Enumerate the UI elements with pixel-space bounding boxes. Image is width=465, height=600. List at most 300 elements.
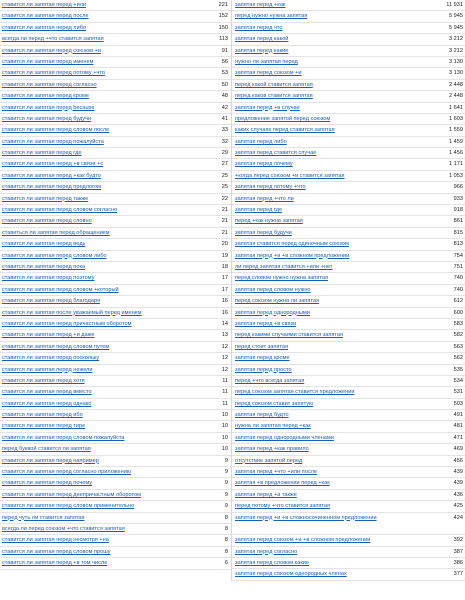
keyword-link[interactable]: запятая перед почему	[235, 161, 293, 168]
keyword-link[interactable]: запятая перед потому +что	[235, 184, 306, 191]
keyword-row	[232, 342, 465, 353]
keyword-link[interactable]: перед стоит запятая	[235, 343, 289, 350]
keyword-link[interactable]: перед какими случаями ставится запятая	[235, 332, 344, 339]
keyword-link[interactable]: каких случаях перед ставится запятая	[235, 127, 335, 134]
keyword-link[interactable]: ставится ли запятая перед +как будто	[2, 172, 101, 179]
keyword-row	[232, 569, 465, 580]
keyword-link[interactable]: запятая ставится перед одиночным союзом	[235, 241, 349, 248]
search-count: 16	[221, 298, 228, 305]
keyword-link[interactable]: запятая перед ставится случае	[235, 150, 317, 157]
search-count: 10	[221, 412, 228, 419]
keyword-row	[232, 467, 465, 478]
keyword-link[interactable]: запятая перед однородными	[235, 309, 310, 316]
keyword-row	[232, 513, 465, 536]
keyword-row	[0, 296, 231, 307]
search-count: 25	[221, 184, 228, 191]
keyword-row	[0, 194, 231, 205]
keyword-row	[0, 421, 231, 432]
keyword-link[interactable]: ставится ли запятая перед +и даже	[2, 332, 95, 339]
keyword-row	[0, 34, 231, 45]
search-count: 11 931	[446, 2, 463, 8]
keyword-link[interactable]: перед словом нужно нужна запятая	[235, 275, 328, 282]
search-count: 150	[218, 24, 228, 31]
keyword-link[interactable]: запятая перед либо	[235, 138, 287, 145]
keyword-row	[0, 342, 231, 353]
search-count: 18	[221, 263, 228, 270]
keyword-row	[232, 114, 465, 125]
keyword-row	[0, 68, 231, 79]
search-count: 3 212	[449, 36, 463, 43]
search-count: 56	[221, 58, 228, 65]
keyword-row	[232, 68, 465, 79]
search-count: 14	[221, 320, 228, 327]
keyword-link[interactable]: перед союзом ставит запятую	[235, 400, 314, 407]
keyword-row	[232, 285, 465, 296]
keyword-link[interactable]: запятая перед кроме	[235, 355, 290, 362]
keyword-link[interactable]: ставится ли запятая перед ведь	[2, 241, 86, 248]
keyword-row	[0, 114, 231, 125]
keyword-link[interactable]: ставится ли запятая перед благодаря	[2, 298, 100, 305]
keyword-link[interactable]: запятая перед однородными членами	[235, 434, 334, 441]
keyword-row	[0, 137, 231, 148]
keyword-row	[0, 535, 231, 546]
search-count: 918	[453, 207, 463, 214]
keyword-row	[232, 228, 465, 239]
keyword-link[interactable]: запятая перед союзом +и +в сложном предложении	[235, 537, 371, 544]
keyword-link[interactable]: ставится ли запятая перед +или	[2, 2, 87, 8]
keyword-link[interactable]: ставится ли запятая перед почему	[2, 480, 93, 487]
keyword-link[interactable]: ставится ли запятая перед согласно	[2, 81, 97, 88]
keyword-link[interactable]: перед нужно нужна запятая	[235, 13, 308, 20]
keyword-row	[0, 490, 231, 501]
search-count: 3 130	[449, 70, 463, 77]
keyword-link[interactable]: запятая перед будто	[235, 412, 289, 419]
keyword-row	[232, 171, 465, 182]
keyword-link[interactable]: запятая перед +а также	[235, 491, 297, 498]
search-count: 12	[221, 366, 228, 373]
search-count: 377	[453, 571, 463, 578]
search-count: 50	[221, 81, 228, 88]
keyword-row	[0, 228, 231, 239]
keyword-row	[232, 148, 465, 159]
keyword-row	[232, 535, 465, 546]
search-count: 5 945	[449, 24, 463, 31]
keyword-link[interactable]: ставиться ли запятая перед обращением	[2, 229, 110, 236]
keyword-link[interactable]: +когда перед союзом +и ставится запятая	[235, 172, 345, 179]
keyword-row	[0, 444, 231, 455]
keyword-row	[0, 467, 231, 478]
search-count: 471	[453, 434, 463, 441]
search-count: 1 559	[449, 127, 463, 134]
search-count: 9	[224, 503, 228, 510]
search-count: 22	[221, 195, 228, 202]
keyword-link[interactable]: нужно ли запятая перед	[235, 58, 298, 65]
search-count: 11	[222, 389, 228, 396]
keyword-row	[0, 353, 231, 364]
search-count: 17	[221, 286, 228, 293]
search-count: 456	[453, 457, 463, 464]
keyword-link[interactable]: перед союзом запятая ставится предложении	[235, 389, 355, 396]
keyword-link[interactable]: запятая перед словом нужно	[235, 286, 311, 293]
keyword-link[interactable]: перед +что всегда запятая	[235, 377, 305, 384]
keyword-link[interactable]: ставится ли запятая перед причастным оборотом	[2, 320, 132, 327]
keyword-row	[232, 57, 465, 68]
keyword-row	[0, 547, 231, 558]
keyword-row	[0, 433, 231, 444]
search-count: 11	[222, 400, 228, 407]
keyword-link[interactable]: ставится ли запятая перед словом после	[2, 127, 110, 134]
keyword-link[interactable]: ставится ли запятая перед словно	[2, 218, 92, 225]
search-count: 392	[453, 537, 463, 544]
search-count: 21	[221, 218, 228, 225]
keyword-link[interactable]: перед +как нужна запятая	[235, 218, 303, 225]
keyword-link[interactable]: нужна ли запятая перед +как	[235, 423, 311, 430]
keyword-row	[232, 216, 465, 227]
search-count: 535	[453, 366, 463, 373]
keyword-row	[0, 558, 231, 569]
keyword-row	[232, 23, 465, 34]
search-count: 10	[221, 434, 228, 441]
keyword-link[interactable]: ставится ли запятая перед либо	[2, 24, 87, 31]
keyword-row	[0, 308, 231, 319]
keyword-link[interactable]: ставится ли запятая перед также	[2, 195, 89, 202]
search-count: 3 130	[449, 58, 463, 65]
keyword-row	[232, 137, 465, 148]
keyword-link[interactable]: перед союзом нужна ли запятая	[235, 298, 319, 305]
keyword-link[interactable]: ставится ли запятая перед словом прошу	[2, 548, 111, 555]
keyword-link[interactable]: запятая перед союзом +и	[235, 70, 302, 77]
keyword-link[interactable]: ставится ли запятая перед because	[2, 104, 95, 111]
keyword-row	[0, 80, 231, 91]
keyword-link[interactable]: ставится ли запятая перед будучи	[2, 115, 92, 122]
keyword-link[interactable]: ставится ли запятая перед словом согласно	[2, 207, 118, 214]
keyword-link[interactable]: запятая перед согласно	[235, 548, 298, 555]
keyword-row	[232, 296, 465, 307]
search-count: 1 053	[449, 172, 463, 179]
keyword-row	[0, 23, 231, 34]
keyword-row	[232, 365, 465, 376]
search-count: 815	[453, 229, 463, 236]
keyword-link[interactable]: ставится ли запятая перед поскольку	[2, 355, 100, 362]
keyword-link[interactable]: ставится ли запятая перед предлогом	[2, 184, 102, 191]
keyword-link[interactable]: ставится ли запятая перед после	[2, 13, 89, 20]
search-count: 12	[221, 355, 228, 362]
keyword-link[interactable]: запятая перед какой	[235, 36, 289, 43]
keyword-link[interactable]: перед буквой ставится ли запятая	[2, 446, 91, 453]
keyword-link[interactable]: ставится ли запятая перед ибо	[2, 412, 83, 419]
keyword-row	[0, 262, 231, 273]
search-count: 563	[453, 343, 463, 350]
search-count: 53	[221, 70, 228, 77]
search-count: 16	[221, 309, 228, 316]
search-count: 751	[453, 263, 463, 270]
search-count: 424	[453, 514, 463, 521]
search-count: 27	[221, 161, 228, 168]
search-count: 10	[221, 446, 228, 453]
search-count: 469	[453, 446, 463, 453]
search-count: 612	[453, 298, 463, 305]
keyword-row	[0, 285, 231, 296]
search-count: 9	[224, 457, 228, 464]
search-count: 20	[221, 241, 228, 248]
keyword-link[interactable]: ставится ли запятая перед например	[2, 457, 99, 464]
search-count: 582	[453, 332, 463, 339]
keyword-link[interactable]: ставится ли запятая перед поэтому	[2, 275, 95, 282]
search-count: 91	[221, 47, 228, 54]
keyword-row	[232, 330, 465, 341]
search-count: 481	[453, 423, 463, 430]
keyword-row	[0, 216, 231, 227]
search-count: 221	[218, 2, 228, 8]
search-count: 1 456	[449, 150, 463, 157]
search-count: 933	[453, 195, 463, 202]
keyword-link[interactable]: запятая +в предложении перед +как	[235, 480, 330, 487]
keyword-row	[0, 513, 231, 524]
keyword-row	[232, 273, 465, 284]
search-count: 861	[453, 218, 463, 225]
keyword-link[interactable]: ставится ли запятая перед хотя	[2, 377, 85, 384]
search-count: 491	[453, 412, 463, 419]
keyword-link[interactable]: перед потому +что ставится запятая	[235, 503, 331, 510]
search-count: 439	[453, 480, 463, 487]
keyword-row	[0, 159, 231, 170]
keyword-row	[232, 421, 465, 432]
keyword-row	[0, 11, 231, 22]
keyword-row	[232, 547, 465, 558]
keyword-link[interactable]: запятая перед будучи	[235, 229, 292, 236]
search-count: 29	[221, 150, 228, 157]
search-count: 600	[453, 309, 463, 316]
keyword-row	[0, 182, 231, 193]
search-count: 5 945	[449, 13, 463, 20]
search-count: 439	[453, 469, 463, 476]
search-count: 48	[221, 93, 228, 100]
keyword-link[interactable]: предложение запятой перед союзом	[235, 115, 331, 122]
search-count: 534	[453, 377, 463, 384]
keyword-link[interactable]: ставится ли запятая перед вместо	[2, 389, 92, 396]
keyword-link[interactable]: запятая перед словом какие	[235, 559, 310, 566]
keyword-row	[0, 365, 231, 376]
search-count: 1 171	[449, 161, 463, 168]
search-count: 754	[453, 252, 463, 259]
search-count: 3 212	[449, 47, 463, 54]
keyword-row	[0, 478, 231, 489]
search-count: 11	[222, 377, 228, 384]
keyword-link[interactable]: ставится ли запятая перед словом пожалуйста	[2, 434, 125, 441]
keyword-row	[0, 524, 231, 535]
keyword-row	[232, 194, 465, 205]
search-count: 1 641	[449, 104, 463, 111]
keyword-link[interactable]: ставится ли запятая перед союзом +и	[2, 47, 101, 54]
keyword-link[interactable]: ставится ли запятая перед несмотря +на	[2, 537, 109, 544]
keyword-link[interactable]: запятая перед +как правило	[235, 446, 309, 453]
search-count: 8	[224, 514, 228, 521]
keyword-row	[0, 456, 231, 467]
keyword-link[interactable]: запятая перед +как	[235, 2, 286, 8]
keyword-row	[232, 456, 465, 467]
keyword-row	[232, 159, 465, 170]
keyword-row	[232, 387, 465, 398]
keyword-link[interactable]: ставится ли запятая перед +в том числе	[2, 560, 108, 567]
keyword-row	[0, 376, 231, 387]
keyword-link[interactable]: ставится ли запятая перед +в связи +с	[2, 161, 104, 168]
keyword-link[interactable]: ставится ли запятая перед нежели	[2, 366, 93, 373]
keyword-row	[232, 433, 465, 444]
search-count: 113	[219, 36, 228, 43]
search-count: 17	[221, 275, 228, 282]
search-count: 19	[221, 252, 228, 259]
keyword-link[interactable]: ставится ли запятая перед тире	[2, 423, 86, 430]
keyword-row	[232, 46, 465, 57]
keyword-row	[232, 501, 465, 512]
keyword-row	[0, 0, 231, 11]
keyword-row	[232, 319, 465, 330]
keyword-row	[0, 399, 231, 410]
keyword-row	[0, 148, 231, 159]
search-count: 425	[453, 503, 463, 510]
keyword-row	[232, 399, 465, 410]
keyword-link[interactable]: перед чуть ли ставится запятая	[2, 514, 85, 521]
search-count: 531	[453, 389, 463, 396]
keyword-link[interactable]: ставится ли запятая перед пока	[2, 263, 86, 270]
keyword-row	[232, 558, 465, 569]
search-count: 33	[221, 127, 228, 134]
keyword-link[interactable]: запятая перед какие	[235, 47, 289, 54]
search-count: 966	[453, 184, 463, 191]
search-count: 21	[221, 207, 228, 214]
keyword-row	[232, 262, 465, 273]
search-count: 8	[224, 548, 228, 555]
keyword-row	[0, 251, 231, 262]
keyword-row	[232, 353, 465, 364]
search-count: 2 448	[449, 93, 463, 100]
keyword-link[interactable]: запятая перед +в случае	[235, 104, 300, 111]
keyword-link[interactable]: запятая перед +и +в сложном предложении	[235, 252, 350, 259]
keyword-row	[232, 91, 465, 102]
keyword-row	[0, 91, 231, 102]
keyword-row	[232, 251, 465, 262]
search-count: 562	[453, 355, 463, 362]
keyword-row	[0, 239, 231, 250]
search-count: 9	[224, 480, 228, 487]
keyword-link[interactable]: ставится ли запятая перед пожалуйста	[2, 138, 104, 145]
search-count: 503	[453, 400, 463, 407]
keyword-row	[0, 330, 231, 341]
search-count: 6	[224, 560, 228, 567]
search-count: 387	[453, 548, 463, 555]
keyword-link[interactable]: запятая перед союзом однородных членах	[235, 571, 347, 578]
keyword-row	[232, 478, 465, 489]
search-count: 386	[453, 559, 463, 566]
keyword-row	[232, 308, 465, 319]
keyword-row	[232, 103, 465, 114]
search-count: 583	[453, 320, 463, 327]
keyword-row	[0, 387, 231, 398]
keyword-link[interactable]: ставится ли запятая перед согласно приложению	[2, 469, 132, 476]
keyword-row	[0, 410, 231, 421]
keyword-row	[232, 444, 465, 455]
keyword-link[interactable]: отсутствие запятой перед	[235, 457, 303, 464]
search-count: 1 459	[449, 138, 463, 145]
keyword-row	[0, 319, 231, 330]
keyword-row	[232, 34, 465, 45]
left-keyword-list	[0, 0, 231, 570]
keyword-row	[232, 239, 465, 250]
search-count: 25	[221, 172, 228, 179]
keyword-link[interactable]: запятая перед +в связи	[235, 320, 297, 327]
keyword-link[interactable]: ставится ли запятая перед словом +который	[2, 286, 119, 293]
search-count: 8	[224, 525, 228, 532]
keyword-row	[0, 273, 231, 284]
keyword-row	[0, 171, 231, 182]
keyword-row	[0, 205, 231, 216]
search-count: 8	[224, 537, 228, 544]
right-keyword-list	[231, 0, 465, 581]
keyword-link[interactable]: запятая перед +что +или после	[235, 469, 317, 476]
keyword-row	[232, 80, 465, 91]
keyword-row	[0, 125, 231, 136]
keyword-link[interactable]: ставится ли запятая перед кроме	[2, 93, 89, 100]
search-count: 152	[218, 13, 228, 20]
keyword-link[interactable]: ставится ли запятая перед именем	[2, 58, 94, 65]
keyword-row	[0, 46, 231, 57]
search-count: 13	[221, 332, 228, 339]
keyword-link[interactable]: ставится ли запятая перед словом либо	[2, 252, 107, 259]
keyword-link[interactable]: перед какой ставится запятая	[235, 81, 313, 88]
keyword-row	[232, 376, 465, 387]
search-count: 813	[453, 241, 463, 248]
search-count: 740	[453, 286, 463, 293]
keyword-link[interactable]: ставится ли запятая перед словом применительно	[2, 503, 135, 510]
search-count: 436	[453, 491, 463, 498]
search-count: 32	[221, 138, 228, 145]
keyword-row	[0, 57, 231, 68]
keyword-row	[232, 410, 465, 421]
keyword-link[interactable]: запятая перед что	[235, 24, 283, 31]
search-count: 21	[221, 229, 228, 236]
search-count: 9	[224, 491, 228, 498]
keyword-link[interactable]: всегда ли перед союзом +что ставится запятая	[2, 525, 125, 532]
keyword-row	[0, 501, 231, 512]
keyword-link[interactable]: запятая перед +что ли	[235, 195, 294, 202]
keyword-link[interactable]: ставится ли запятая после уважаемый перед именем	[2, 309, 142, 316]
keyword-link[interactable]: запятая перед +и +в сложносочиненном предложении	[235, 514, 377, 521]
search-count: 740	[453, 275, 463, 282]
keyword-link[interactable]: всегда ли перед +что ставится запятая	[2, 36, 104, 43]
search-count: 12	[221, 343, 228, 350]
search-count: 42	[221, 104, 228, 111]
keyword-link[interactable]: ли перед запятая ставится +или +нет	[235, 263, 333, 270]
search-count: 1 603	[449, 115, 463, 122]
keyword-link[interactable]: ставится ли запятая перед потому +что	[2, 70, 105, 77]
keyword-row	[232, 490, 465, 501]
keyword-row	[232, 0, 465, 11]
keyword-link[interactable]: ставится ли запятая перед деепричастным оборотом	[2, 491, 141, 498]
keyword-row	[232, 205, 465, 216]
keyword-link[interactable]: ставится ли запятая перед однако	[2, 400, 92, 407]
search-count: 2 448	[449, 81, 463, 88]
keyword-link[interactable]: ставится ли запятая перед словом путем	[2, 343, 110, 350]
keyword-link[interactable]: перед каков ставится запятая	[235, 93, 313, 100]
keyword-link[interactable]: ставится ли запятая перед где	[2, 150, 82, 157]
keyword-row	[232, 182, 465, 193]
search-count: 9	[224, 469, 228, 476]
keyword-row	[0, 103, 231, 114]
keyword-link[interactable]: запятая перед где	[235, 207, 283, 214]
keyword-row	[232, 125, 465, 136]
keyword-link[interactable]: запятая перед просто	[235, 366, 292, 373]
search-count: 41	[221, 115, 228, 122]
